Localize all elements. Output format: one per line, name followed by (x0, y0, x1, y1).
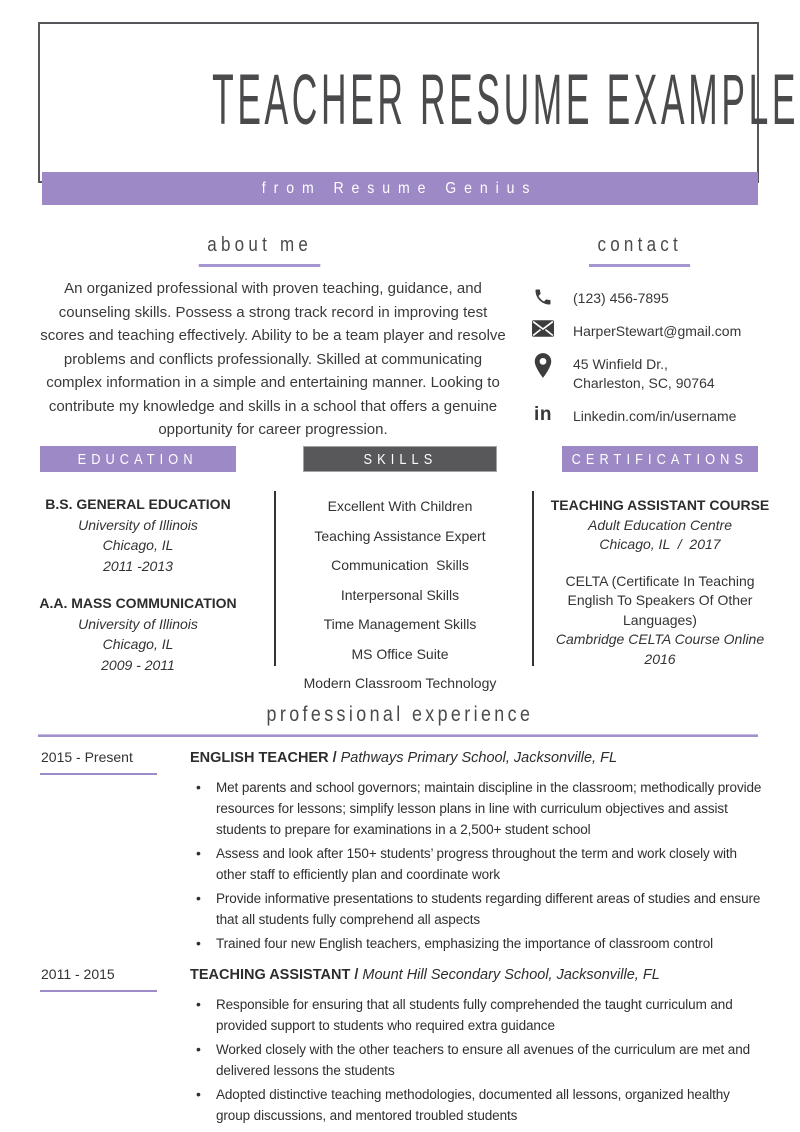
experience-heading: professional experience (266, 703, 534, 726)
contact-phone-value: (123) 456-7895 (573, 290, 669, 306)
education-degree: A.A. MASS COMMUNICATION (39, 595, 237, 611)
contact-section-header (520, 234, 760, 267)
education-school: University of Illinois (78, 516, 198, 533)
job-dates: 2011 - 2015 (41, 966, 115, 982)
about-section-header (38, 234, 482, 267)
contact-item-address (531, 353, 781, 393)
bullet-item: • Worked closely with the other teachers to ensure all avenues of the curriculum are met and delivered lessons the students (190, 1039, 765, 1081)
skill-item: MS Office Suite (351, 645, 449, 662)
column-divider (274, 491, 276, 666)
skill-item: Time Management Skills (323, 616, 477, 632)
about-paragraph: An organized professional with proven teaching, guidance, and counseling skills. Possess a strong track record in improving test scores and teaching effectively. Ability to be a team player and resolve problems and conflicts professionally. Skilled at communicating complex information in a simple and entertaining manner. Looking to contribute my knowledge and skills in a school that offers a genuine opportunity for career progression. (40, 280, 506, 438)
skill-item: Teaching Assistance Expert (314, 527, 486, 544)
certifications-header-bar (562, 446, 758, 472)
education-entry (30, 593, 246, 675)
contact-address-line-2: Charleston, SC, 90764 (573, 375, 715, 391)
certifications-section (548, 496, 772, 669)
job-details (190, 963, 765, 1129)
job-date-column (38, 963, 190, 1129)
job-role: TEACHING ASSISTANT / (190, 967, 359, 983)
job-bullets (190, 777, 765, 954)
experience-divider-line (38, 734, 758, 737)
contact-address-line-1: 45 Winfield Dr., (573, 356, 668, 372)
skills-heading: SKILLS (363, 450, 437, 468)
job-date-column (38, 746, 190, 957)
job-dates: 2015 - Present (41, 749, 133, 765)
skill-item: Interpersonal Skills (340, 586, 460, 603)
certification-title: TEACHING ASSISTANT COURSE (550, 497, 770, 513)
bullet-item: • Provide informative presentations to students regarding different areas of studies and ensure that all students fully comprehend all aspects (190, 888, 765, 930)
bullet-item: • Trained four new English teachers, emphasizing the importance of classroom control (190, 933, 765, 954)
job-company: Pathways Primary School, Jacksonville, FL (340, 750, 618, 766)
education-location: Chicago, IL (102, 537, 174, 553)
education-heading: EDUCATION (77, 450, 199, 468)
certification-org: Adult Education Centre (588, 516, 732, 533)
location-icon (531, 353, 555, 378)
job-company: Mount Hill Secondary School, Jacksonville, FL (362, 967, 660, 983)
education-dates: 2009 - 2011 (101, 656, 175, 673)
job-title (190, 746, 765, 768)
about-heading: about me (199, 234, 321, 267)
education-entry (30, 494, 246, 576)
phone-icon (531, 287, 555, 307)
bullet-item: • Met parents and school governors; maintain discipline in the classroom; methodically provide resources for lessons; simplify lesson plans in line with curriculum objectives and assist students to prepare for examinations in a 2,500+ student school (190, 777, 765, 840)
certifications-heading: CERTIFICATIONS (571, 450, 749, 468)
experience-section-header (0, 703, 800, 727)
experience-section (38, 746, 765, 1129)
date-underline (40, 990, 157, 992)
job-details (190, 746, 765, 957)
job-bullets (190, 994, 765, 1126)
education-header-bar (40, 446, 236, 472)
bullet-item: • Responsible for ensuring that all students fully comprehended the taught curriculum and provided support to students who required extra guidance (190, 994, 765, 1036)
title-box (38, 22, 800, 183)
education-location: Chicago, IL (102, 636, 174, 652)
brand-banner-text: from Resume Genius (262, 179, 538, 197)
skill-item: Communication Skills (331, 557, 469, 573)
bullet-item: • Adopted distinctive teaching methodologies, documented all lessons, organized healthy group discussions, and mentored troubled students (190, 1084, 765, 1126)
contact-heading: contact (589, 234, 691, 267)
education-dates: 2011 -2013 (103, 557, 173, 574)
education-section (30, 494, 246, 675)
skill-item: Modern Classroom Technology (303, 675, 497, 691)
skills-header-bar (303, 446, 497, 472)
certification-entry (548, 496, 772, 555)
job-title (190, 963, 765, 985)
experience-job (38, 746, 765, 957)
date-underline (40, 773, 157, 775)
contact-list (531, 287, 781, 438)
certification-entry (548, 572, 772, 670)
contact-item-linkedin (531, 405, 781, 426)
certification-title: CELTA (Certificate In Teaching English To Speakers Of Other Languages) (565, 572, 755, 628)
education-school: University of Illinois (78, 615, 198, 632)
skills-section (293, 496, 507, 703)
bullet-item: • Assess and look after 150+ students’ progress throughout the term and work closely with other staff to efficiently plan and coordinate work (190, 843, 765, 885)
page-title: TEACHER RESUME EXAMPLE (212, 59, 800, 140)
linkedin-icon: in (534, 404, 552, 425)
skill-item: Excellent With Children (327, 498, 473, 514)
email-icon (531, 320, 555, 337)
contact-linkedin-value: Linkedin.com/in/username (573, 408, 737, 424)
brand-banner (42, 172, 758, 205)
contact-item-email (531, 320, 781, 341)
column-divider (532, 491, 534, 666)
education-degree: B.S. GENERAL EDUCATION (45, 496, 231, 512)
certification-org: Cambridge CELTA Course Online (555, 631, 765, 647)
job-role: ENGLISH TEACHER / (190, 750, 337, 766)
contact-item-phone (531, 287, 781, 308)
experience-job (38, 963, 765, 1129)
certification-detail: 2016 (644, 650, 676, 667)
contact-email-value: HarperStewart@gmail.com (573, 323, 742, 339)
certification-detail: Chicago, IL / 2017 (599, 536, 721, 552)
